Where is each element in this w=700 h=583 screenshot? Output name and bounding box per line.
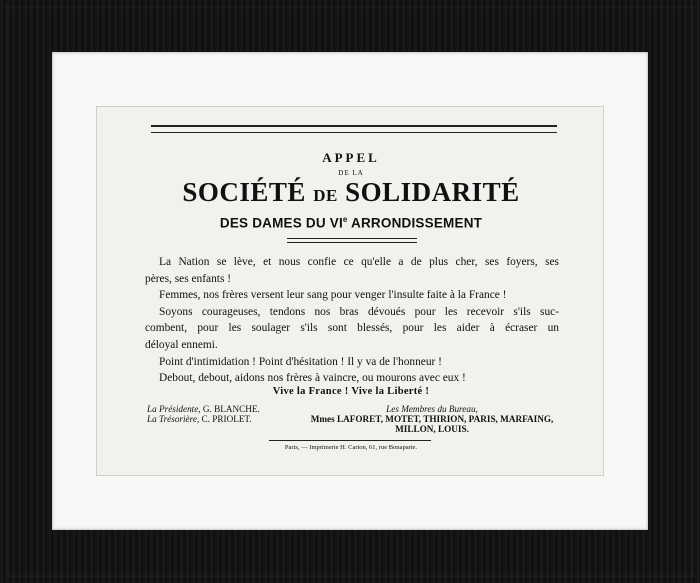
top-double-rule	[151, 125, 557, 133]
presidente-line	[147, 404, 297, 414]
membres-line-2: MILLON, LOUIS.	[395, 424, 469, 434]
dames-suffix: ARRONDISSEMENT	[347, 215, 483, 231]
tresoriere-line	[147, 414, 297, 424]
heading-appel: APPEL	[322, 150, 380, 165]
heading-de-la: DE LA	[338, 169, 364, 177]
appeal-body	[145, 254, 559, 387]
body-line-3: Femmes, nos frères versent leur sang pour venger l'insulte faite à la France !	[159, 289, 507, 302]
body-line-4: Soyons courageuses, tendons nos bras dévoués pour les recevoir s'ils suc-	[159, 305, 559, 318]
tresoriere-name: C. PRIOLET.	[199, 414, 252, 424]
footer-rule	[269, 440, 431, 441]
body-line-2: pères, ses enfants !	[145, 272, 232, 285]
body-line-1: La Nation se lève, et nous confie ce qu'elle a de plus cher, ses foyers, ses	[159, 256, 559, 268]
heading-societe-solidarite	[97, 177, 605, 208]
word-societe: SOCIÉTÉ	[182, 177, 306, 207]
body-line-7: Point d'intimidation ! Point d'hésitation ! Il y va de l'honneur !	[159, 355, 442, 368]
poster-sheet	[96, 106, 604, 476]
short-double-rule	[287, 238, 417, 243]
signatures-bureau	[297, 404, 567, 434]
dames-prefix: DES DAMES DU VI	[219, 215, 343, 231]
tresoriere-title: La Trésorière,	[147, 414, 200, 424]
body-line-6: déloyal ennemi.	[145, 338, 218, 351]
membres-title	[297, 404, 567, 414]
presidente-name: G. BLANCHE.	[200, 404, 260, 414]
printer-imprint: Paris, — Imprimerie H. Carion, 61, rue Bonaparte.	[284, 444, 418, 451]
word-solidarite: SOLIDARITÉ	[345, 177, 520, 207]
vive-la-france: Vive la France ! Vive la Liberté !	[272, 386, 430, 397]
body-line-8: Debout, debout, aidons nos frères à vaincre, ou mourons avec eux !	[159, 372, 466, 385]
word-de: DE	[313, 186, 338, 205]
subheading-dames	[97, 215, 605, 231]
body-line-5: combent, pour les soulager s'ils sont blessés, pour les aider à écraser un	[145, 322, 559, 335]
presidente-title: La Présidente,	[147, 404, 201, 414]
membres-title-text: Les Membres du Bureau,	[386, 404, 478, 414]
signatures-officers	[147, 404, 297, 424]
membres-line-1: Mmes LAFORET, MOTET, THIRION, PARIS, MARFAING,	[310, 414, 554, 424]
dames-superscript: e	[342, 215, 348, 224]
